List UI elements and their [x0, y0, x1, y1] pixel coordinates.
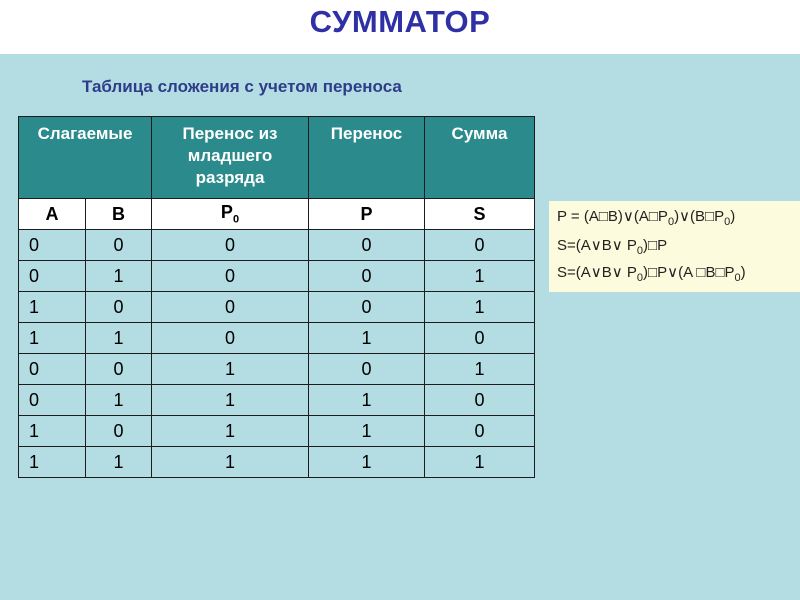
- table-cell: 1: [19, 447, 86, 478]
- formula-box: [549, 201, 800, 292]
- table-cell: 0: [309, 230, 425, 261]
- table-cell: 0: [309, 354, 425, 385]
- table-cell: 1: [19, 416, 86, 447]
- table-cell: 1: [86, 385, 152, 416]
- table-cell: 0: [425, 323, 535, 354]
- table-cell: 1: [152, 447, 309, 478]
- table-cell: 1: [86, 261, 152, 292]
- table-cell: 1: [425, 354, 535, 385]
- table-cell: 0: [86, 292, 152, 323]
- header-carry-out: Перенос: [309, 117, 425, 199]
- table-cell: 1: [19, 292, 86, 323]
- table-cell: 0: [19, 261, 86, 292]
- table-row: [19, 385, 535, 416]
- symbol-p: P: [309, 199, 425, 230]
- table-cell: 1: [425, 261, 535, 292]
- table-cell: 0: [19, 354, 86, 385]
- symbol-p0: $P_0$: [152, 199, 309, 230]
- table-row: [19, 261, 535, 292]
- table-cell: 0: [19, 385, 86, 416]
- table-caption: Таблица сложения с учетом переноса: [82, 77, 402, 96]
- table-cell: 0: [152, 261, 309, 292]
- table-cell: 1: [152, 385, 309, 416]
- table-cell: 1: [425, 292, 535, 323]
- table-cell: 1: [309, 447, 425, 478]
- table-cell: 1: [86, 323, 152, 354]
- formula-sum-2: S=(A∨B∨ $P_0)□P\vee(A$ $□B□P_0$): [557, 264, 746, 284]
- table-cell: 1: [152, 354, 309, 385]
- table-cell: 0: [86, 416, 152, 447]
- formula-sum-1: S=(A∨B∨ $P_0)□P$: [557, 237, 668, 257]
- symbol-b: B: [86, 199, 152, 230]
- table-cell: 0: [86, 354, 152, 385]
- table-cell: 0: [152, 292, 309, 323]
- table-cell: 0: [19, 230, 86, 261]
- table-cell: 1: [425, 447, 535, 478]
- header-sum: Сумма: [425, 117, 535, 199]
- symbol-row: [19, 199, 535, 230]
- table-cell: 0: [309, 292, 425, 323]
- table-cell: 1: [19, 323, 86, 354]
- table-row: [19, 354, 535, 385]
- symbol-s: S: [425, 199, 535, 230]
- table-row: [19, 323, 535, 354]
- table-cell: 1: [152, 416, 309, 447]
- addition-table: [18, 116, 535, 478]
- table-row: [19, 447, 535, 478]
- table-cell: 1: [309, 416, 425, 447]
- formula-carry: $P = (A□B)\vee(A□P_0)\vee(B□P_0)$: [557, 208, 736, 228]
- table-row: [19, 416, 535, 447]
- table-cell: 1: [309, 323, 425, 354]
- table-row: [19, 292, 535, 323]
- table-cell: 0: [425, 416, 535, 447]
- table-cell: 0: [425, 385, 535, 416]
- table-row: [19, 230, 535, 261]
- symbol-a: A: [19, 199, 86, 230]
- table-cell: 0: [425, 230, 535, 261]
- table-cell: 0: [309, 261, 425, 292]
- header-carry-in: Перенос из младшего разряда: [152, 117, 309, 199]
- page-title: СУММАТОР: [309, 4, 491, 39]
- table-cell: 0: [86, 230, 152, 261]
- table-cell: 0: [152, 323, 309, 354]
- table-cell: 1: [86, 447, 152, 478]
- table-cell: 0: [152, 230, 309, 261]
- header-addends: Слагаемые: [19, 117, 152, 199]
- table-cell: 1: [309, 385, 425, 416]
